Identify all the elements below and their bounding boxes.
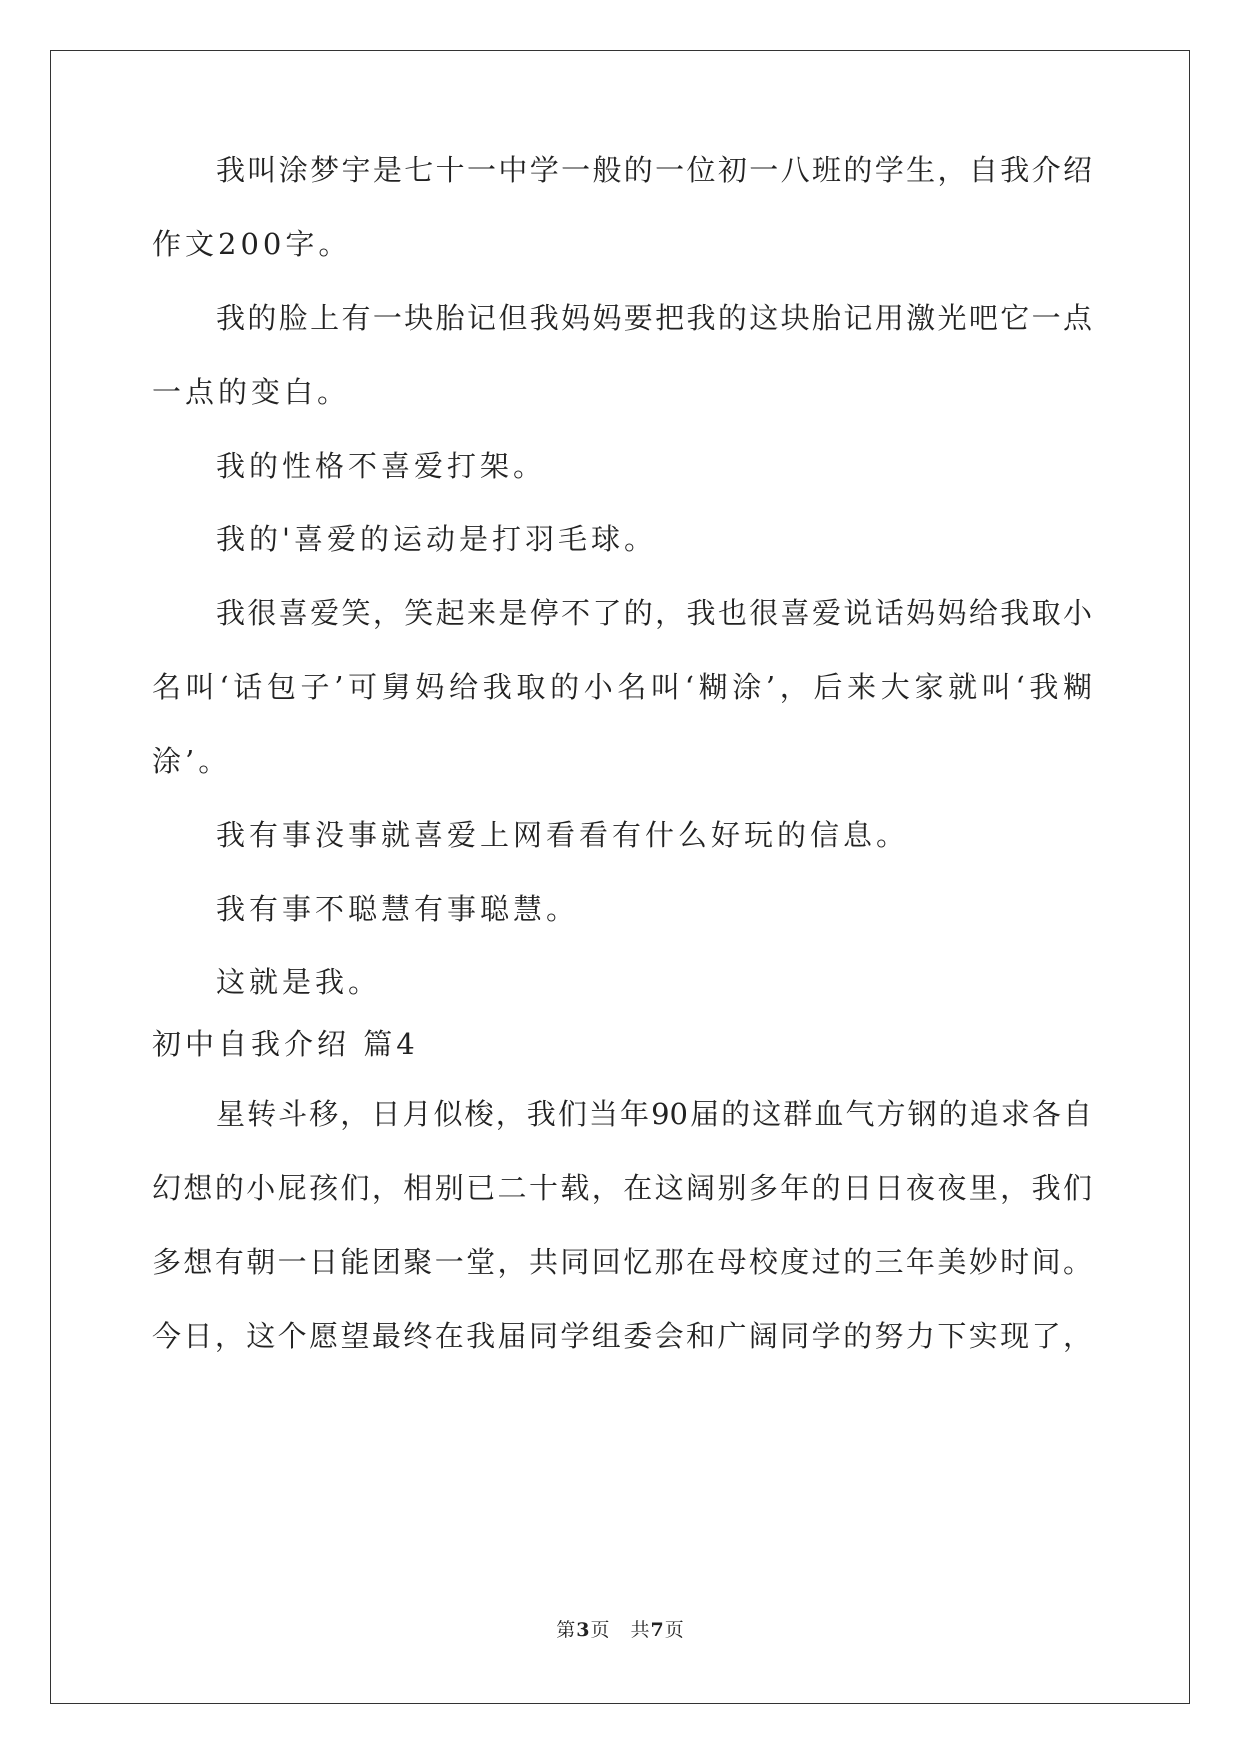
paragraph-line: 我的'喜爱的运动是打羽毛球。 [216, 522, 657, 556]
paragraph-line: 我很喜爱笑，笑起来是停不了的，我也很喜爱说话妈妈给我取小 [216, 596, 1092, 630]
paragraph-line: 我的性格不喜爱打架。 [216, 449, 547, 483]
paragraph-line: 我叫涂梦宇是七十一中学一般的一位初一八班的学生，自我介绍 [216, 153, 1092, 187]
paragraph-line: 我有事没事就喜爱上网看看有什么好玩的信息。 [216, 818, 910, 852]
paragraph-line: 我有事不聪慧有事聪慧。 [216, 892, 580, 926]
paragraph-line: 幻想的小屁孩们，相别已二十载，在这阔别多年的日日夜夜里，我们 [152, 1171, 1092, 1205]
total-page-number: 7 [650, 1619, 665, 1641]
paragraph-line: 这就是我。 [216, 965, 382, 999]
page-prefix: 第 [556, 1619, 577, 1641]
paragraph-line: 多想有朝一日能团聚一堂，共同回忆那在母校度过的三年美妙时间。 [152, 1245, 1092, 1279]
paragraph-line: 星转斗移，日月似梭，我们当年90届的这群血气方钢的追求各自 [216, 1097, 1092, 1131]
paragraph-line: 涂’。 [152, 744, 232, 778]
page-footer [0, 1618, 1241, 1642]
page-suffix: 页 [664, 1619, 685, 1641]
current-page-number: 3 [576, 1619, 591, 1641]
section-heading: 初中自我介绍 篇4 [152, 1027, 419, 1061]
paragraph-line: 我的脸上有一块胎记但我妈妈要把我的这块胎记用激光吧它一点 [216, 301, 1092, 335]
paragraph-line: 名叫‘话包子’可舅妈给我取的小名叫‘糊涂’，后来大家就叫‘我糊 [152, 670, 1092, 704]
paragraph-line: 今日，这个愿望最终在我届同学组委会和广阔同学的努力下实现了， [152, 1319, 1092, 1353]
paragraph-line: 作文200字。 [152, 227, 352, 261]
page-separator: 页 共 [590, 1619, 651, 1641]
paragraph-line: 一点的变白。 [152, 375, 351, 409]
